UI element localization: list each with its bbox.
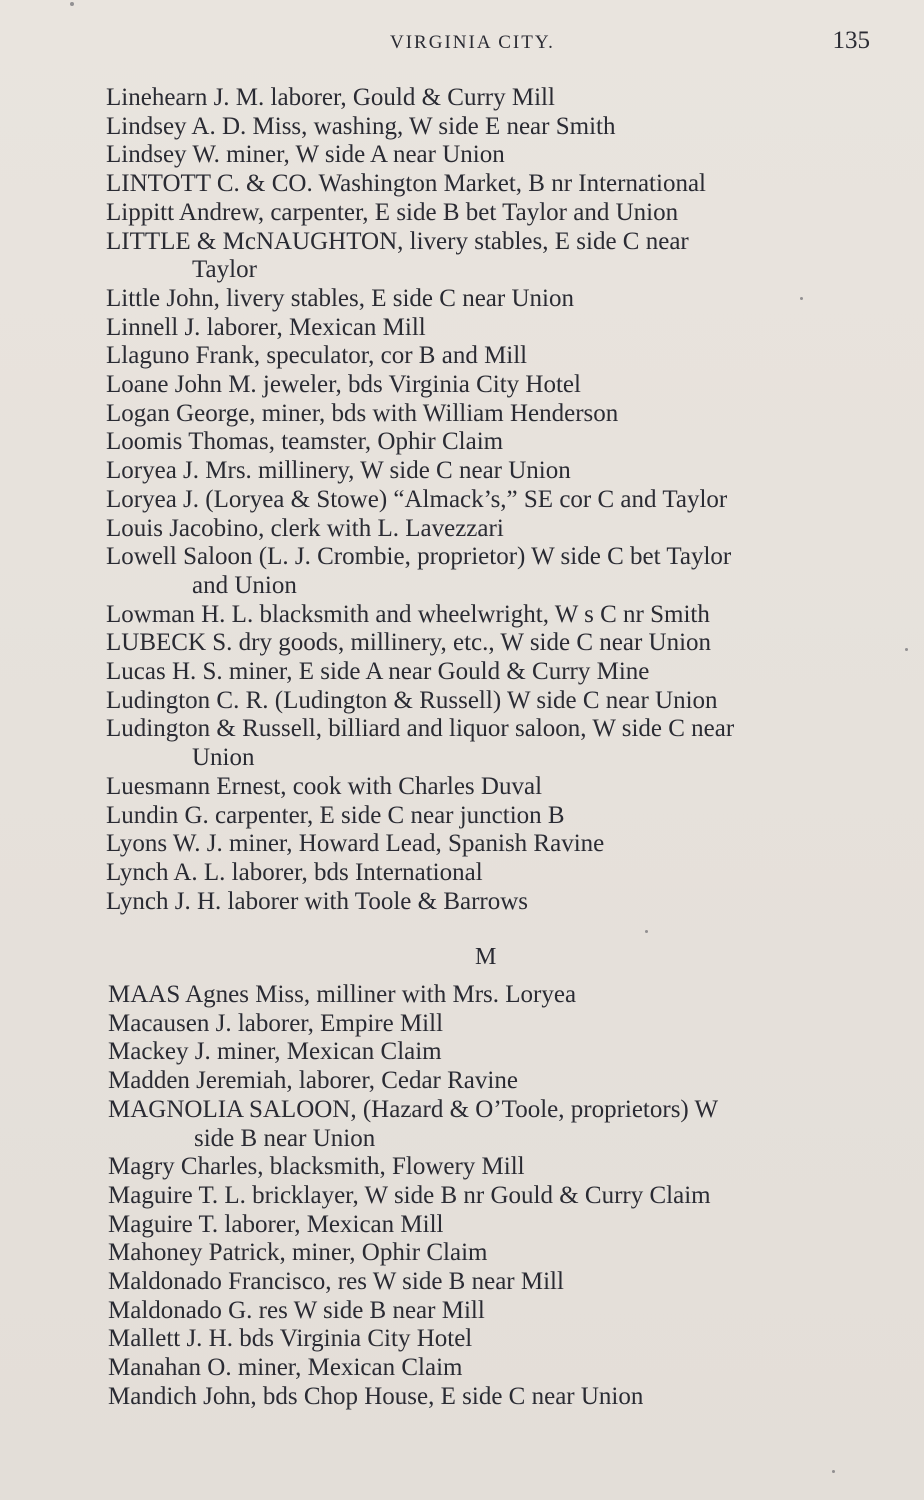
entry-text: Maldonado Francisco, res W side B near Mill (108, 1268, 564, 1296)
paper-speck (905, 648, 908, 651)
entry-text: Loryea J. (Loryea & Stowe) “Almack’s,” SE cor C and Taylor (106, 485, 728, 513)
directory-entry (108, 1268, 888, 1297)
directory-entry (108, 1153, 888, 1182)
directory-entry (108, 1354, 888, 1383)
entry-text: Loryea J. Mrs. millinery, W side C near Union (106, 457, 571, 485)
entry-text: MAGNOLIA SALOON, (Hazard & O’Toole, proprietors) W (108, 1095, 719, 1123)
entry-text: Louis Jacobino, clerk with L. Lavezzari (106, 514, 504, 542)
entry-text: Lucas H. S. miner, E side A near Gould & Curry Mine (106, 658, 650, 686)
entry-text: Macausen J. laborer, Empire Mill (108, 1009, 444, 1037)
entry-text: Lyons W. J. miner, Howard Lead, Spanish Ravine (106, 830, 605, 858)
directory-entry (106, 428, 886, 457)
directory-entry (108, 1297, 888, 1326)
entry-text: Lynch A. L. laborer, bds International (106, 858, 483, 886)
directory-entry (106, 888, 886, 917)
paper-speck (800, 297, 803, 300)
directory-entry (106, 715, 886, 772)
entry-text: LITTLE & McNAUGHTON, livery stables, E side C near (106, 227, 689, 255)
directory-entry (108, 1239, 888, 1268)
directory-entry (106, 543, 886, 600)
running-head-title: VIRGINIA CITY. (390, 32, 555, 53)
entry-text: Mallett J. H. bds Virginia City Hotel (108, 1325, 473, 1353)
directory-entry (106, 515, 886, 544)
entry-text: Magry Charles, blacksmith, Flowery Mill (108, 1153, 525, 1181)
paper-speck (832, 1470, 835, 1473)
entry-continuation: and Union (192, 571, 297, 599)
directory-entry (106, 314, 886, 343)
directory-entry (106, 830, 886, 859)
entry-text: Mackey J. miner, Mexican Claim (108, 1038, 442, 1066)
directory-entry (108, 1182, 888, 1211)
page-number: 135 (832, 27, 870, 54)
entry-text: Madden Jeremiah, laborer, Cedar Ravine (108, 1067, 518, 1095)
entry-text: Lindsey A. D. Miss, washing, W side E near Smith (106, 112, 616, 140)
directory-entry (106, 601, 886, 630)
paper-speck (645, 930, 648, 933)
directory-entry (106, 802, 886, 831)
entry-text: Manahan O. miner, Mexican Claim (108, 1354, 463, 1382)
directory-entry (106, 84, 886, 113)
entry-text: Ludington C. R. (Ludington & Russell) W side C near Union (106, 686, 718, 714)
directory-entry (106, 687, 886, 716)
directory-entry (108, 1010, 888, 1039)
entry-text: MAAS Agnes Miss, milliner with Mrs. Loryea (108, 981, 577, 1008)
entry-text: Maguire T. laborer, Mexican Mill (108, 1210, 444, 1238)
section-heading-m: M (475, 944, 497, 970)
directory-entry (106, 371, 886, 400)
directory-entry (106, 170, 886, 199)
directory-entry (108, 1038, 888, 1067)
directory-entry (106, 658, 886, 687)
directory-entry (108, 1325, 888, 1354)
entry-text: Lundin G. carpenter, E side C near junction B (106, 801, 565, 829)
entry-text: Lowman H. L. blacksmith and wheelwright, W s C nr Smith (106, 600, 710, 628)
directory-entry (108, 1067, 888, 1096)
entry-text: Lippitt Andrew, carpenter, E side B bet Taylor and Union (106, 198, 679, 226)
entry-text: Mahoney Patrick, miner, Ophir Claim (108, 1239, 488, 1267)
entry-text: Little John, livery stables, E side C near Union (106, 284, 574, 312)
entry-text: Linehearn J. M. laborer, Gould & Curry Mill (106, 84, 555, 111)
directory-entry (108, 1211, 888, 1240)
directory-entry (108, 981, 888, 1010)
entry-text: Luesmann Ernest, cook with Charles Duval (106, 772, 543, 800)
entry-text: Lindsey W. miner, W side A near Union (106, 141, 505, 169)
directory-entry (106, 859, 886, 888)
entry-text: Linnell J. laborer, Mexican Mill (106, 313, 426, 341)
directory-entry (108, 1383, 888, 1412)
entry-continuation: Union (192, 744, 255, 772)
directory-entry (106, 486, 886, 515)
directory-entry (108, 1096, 888, 1153)
directory-entry (106, 773, 886, 802)
entry-continuation: side B near Union (194, 1124, 376, 1152)
entry-text: Ludington & Russell, billiard and liquor saloon, W side C near (106, 715, 735, 743)
directory-entry (106, 629, 886, 658)
entry-text: LINTOTT C. & CO. Washington Market, B nr International (106, 170, 706, 198)
directory-entry (106, 342, 886, 371)
entry-text: Mandich John, bds Chop House, E side C near Union (108, 1382, 644, 1410)
entries-m (108, 981, 888, 1412)
directory-entry (106, 228, 886, 285)
directory-entry (106, 457, 886, 486)
entry-text: LUBECK S. dry goods, millinery, etc., W side C near Union (106, 629, 712, 657)
entries-l (106, 84, 886, 916)
entry-text: Maldonado G. res W side B near Mill (108, 1296, 485, 1324)
entry-text: Lynch J. H. laborer with Toole & Barrows (106, 887, 529, 915)
entry-text: Lowell Saloon (L. J. Crombie, proprietor) W side C bet Taylor (106, 543, 732, 571)
entry-continuation: Taylor (192, 256, 257, 284)
directory-entry (106, 113, 886, 142)
entry-text: Loomis Thomas, teamster, Ophir Claim (106, 428, 504, 456)
directory-entry (106, 400, 886, 429)
running-head (0, 27, 924, 56)
entry-text: Loane John M. jeweler, bds Virginia City Hotel (106, 371, 581, 399)
directory-entry (106, 199, 886, 228)
paper-speck (70, 2, 74, 6)
directory-entry (106, 285, 886, 314)
entry-text: Llaguno Frank, speculator, cor B and Mill (106, 342, 528, 370)
directory-entry (106, 141, 886, 170)
entry-text: Logan George, miner, bds with William Henderson (106, 399, 619, 427)
entry-text: Maguire T. L. bricklayer, W side B nr Gould & Curry Claim (108, 1181, 711, 1209)
